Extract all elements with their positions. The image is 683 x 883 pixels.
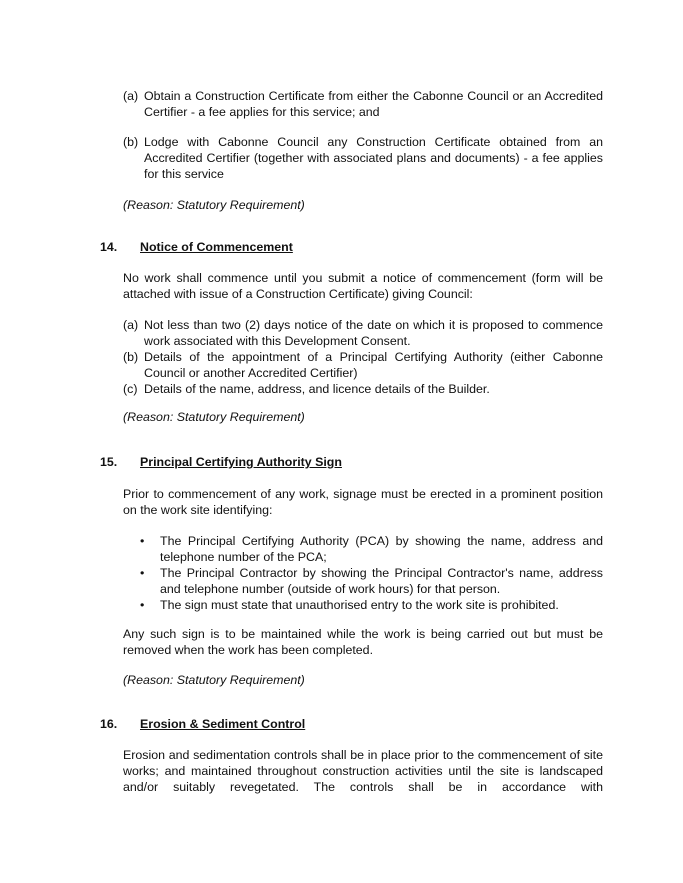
intro-item-b bbox=[123, 134, 603, 182]
item-text: Details of the name, address, and licence details of the Builder. bbox=[144, 382, 490, 396]
list-item bbox=[140, 565, 603, 597]
bullet-text: The Principal Contractor by showing the Principal Contractor's name, address and telephone number (outside of work hours) for that person. bbox=[160, 566, 603, 596]
section-number: 14. bbox=[100, 240, 118, 254]
section-15-reason: (Reason: Statutory Requirement) bbox=[123, 673, 305, 687]
section-16-heading bbox=[100, 716, 305, 732]
section-14-paragraph: No work shall commence until you submit a notice of commencement (form will be attached with issue of a Construction Certificate) giving Council: bbox=[123, 271, 603, 301]
list-item bbox=[140, 597, 603, 613]
item-text: Not less than two (2) days notice of the date on which it is proposed to commence work associated with this Development Consent. bbox=[144, 318, 603, 348]
item-label: (c) bbox=[123, 382, 138, 396]
bullet-text: The sign must state that unauthorised entry to the work site is prohibited. bbox=[160, 598, 559, 612]
list-item bbox=[123, 349, 603, 381]
section-15-paragraph: Prior to commencement of any work, signage must be erected in a prominent position on the work site identifying: bbox=[123, 487, 603, 517]
intro-item-a bbox=[123, 88, 603, 120]
item-label: (b) bbox=[123, 135, 139, 149]
list-item bbox=[123, 317, 603, 349]
section-title: Notice of Commencement bbox=[140, 240, 293, 254]
list-item bbox=[140, 533, 603, 565]
section-15-heading bbox=[100, 454, 342, 470]
section-16-paragraph: Erosion and sedimentation controls shall be in place prior to the commencement of site works; and maintained throughout construction activities until the site is landscaped and/or suitably revegetated. The controls shall be in accordance with bbox=[123, 748, 603, 794]
item-text: Obtain a Construction Certificate from either the Cabonne Council or an Accredited Certifier - a fee applies for this service; and bbox=[144, 89, 603, 119]
item-text: Details of the appointment of a Principal Certifying Authority (either Cabonne Council or another Accredited Certifier) bbox=[144, 350, 603, 380]
section-14-heading bbox=[100, 239, 293, 255]
bullet-icon: • bbox=[140, 598, 145, 612]
intro-reason: (Reason: Statutory Requirement) bbox=[123, 198, 305, 212]
bullet-text: The Principal Certifying Authority (PCA) by showing the name, address and telephone number of the PCA; bbox=[160, 534, 603, 564]
item-text: Lodge with Cabonne Council any Construction Certificate obtained from an Accredited Certifier (together with associated plans and documents) - a fee applies for this service bbox=[144, 135, 603, 181]
item-label: (b) bbox=[123, 350, 139, 364]
section-title: Erosion & Sediment Control bbox=[140, 717, 306, 731]
section-number: 16. bbox=[100, 717, 118, 731]
item-label: (a) bbox=[123, 318, 139, 332]
section-15-bullets bbox=[123, 533, 603, 613]
section-15-paragraph-2: Any such sign is to be maintained while the work is being carried out but must be removed when the work has been completed. bbox=[123, 627, 603, 657]
section-number: 15. bbox=[100, 455, 118, 469]
bullet-icon: • bbox=[140, 566, 145, 580]
item-label: (a) bbox=[123, 89, 139, 103]
bullet-icon: • bbox=[140, 534, 145, 548]
list-item bbox=[123, 381, 603, 397]
section-14-list bbox=[123, 317, 603, 397]
section-title: Principal Certifying Authority Sign bbox=[140, 455, 342, 469]
section-14-reason: (Reason: Statutory Requirement) bbox=[123, 410, 305, 424]
